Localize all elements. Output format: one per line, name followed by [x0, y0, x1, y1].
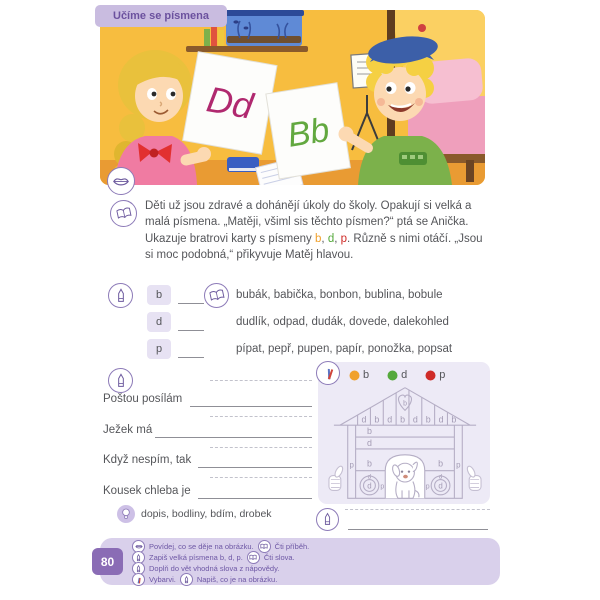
writing-guide-line[interactable] — [210, 374, 312, 381]
footer-instructions — [100, 538, 500, 585]
letter-box-d: d — [147, 312, 171, 332]
legend-label-p: p — [439, 369, 446, 381]
card-dd-letters: Dd — [203, 78, 257, 127]
color-icon — [132, 573, 145, 586]
book-glyph — [207, 287, 225, 303]
read-icon — [204, 283, 229, 308]
sentence-1-blank[interactable] — [190, 390, 312, 407]
legend-dot-b — [349, 370, 360, 381]
instruction-line-1 — [132, 541, 500, 552]
dog-house-drawing[interactable] — [326, 383, 484, 503]
hint-words: dopis, bodliny, bdím, drobek — [141, 508, 272, 520]
word-list-p: pípat, pepř, pupen, papír, ponožka, popsat — [236, 343, 453, 355]
instruction-line-4 — [132, 574, 500, 585]
instruction-text: Doplň do vět vhodná slova z nápovědy. — [149, 564, 280, 573]
thumb-up-right — [466, 465, 481, 490]
page-number: 80 — [92, 548, 123, 575]
svg-text:d: d — [361, 414, 367, 425]
pencil-glyph — [116, 288, 126, 304]
word-list-b: bubák, babička, bonbon, bublina, bobule — [236, 289, 443, 301]
bulb-glyph — [121, 508, 131, 520]
card-bb-letters: Bb — [284, 110, 332, 155]
sentence-3-blank[interactable] — [198, 451, 312, 468]
instruction-text: Vybarvi. — [149, 575, 176, 584]
scene-illustration — [100, 10, 485, 185]
scene-svg — [100, 10, 485, 185]
lips-glyph — [112, 176, 130, 187]
speech-icon — [107, 167, 135, 195]
card-bb — [266, 83, 351, 179]
legend-item-d — [387, 369, 407, 381]
instruction-text: Čti příběh. — [274, 542, 310, 551]
house-plank2-letter: d — [366, 437, 372, 448]
legend-label-b: b — [363, 369, 370, 381]
write-icon — [108, 283, 133, 308]
svg-text:d: d — [387, 414, 393, 425]
sentence-1: Poštou posílám — [103, 393, 183, 405]
girl-hand — [197, 147, 211, 161]
color-legend — [349, 369, 445, 381]
svg-text:d: d — [412, 414, 418, 425]
answer-blank-p[interactable] — [178, 339, 204, 358]
hint-bulb-icon — [117, 505, 135, 523]
svg-text:b: b — [425, 414, 431, 425]
blue-book — [227, 157, 259, 172]
writing-guide-line[interactable] — [210, 441, 312, 448]
write-icon — [180, 573, 193, 586]
house-right-circle-letter: d — [438, 481, 443, 491]
card-dd — [183, 52, 277, 155]
writing-guide-line[interactable] — [345, 503, 490, 510]
sentence-3: Když nespím, tak — [103, 454, 192, 466]
house-plank1-letter: b — [366, 426, 372, 437]
house-heart-letter: b — [403, 400, 407, 408]
writing-guide-line[interactable] — [210, 471, 312, 478]
pencil-glyph — [323, 512, 332, 527]
intro-comma1: , — [321, 232, 328, 245]
instruction-text: Čti slova. — [263, 553, 295, 562]
letter-box-b: b — [147, 285, 171, 305]
color-icon — [316, 361, 340, 385]
write-icon — [316, 508, 339, 531]
thumb-up-left — [329, 465, 344, 490]
intro-paragraph — [145, 198, 489, 263]
intro-letter-b: b — [315, 232, 322, 245]
sentence-2-blank[interactable] — [155, 421, 312, 438]
write-icon — [108, 368, 133, 393]
sentence-4-blank[interactable] — [198, 482, 312, 499]
legend-dot-d — [387, 370, 398, 381]
house-left-outer-letter: p — [349, 460, 354, 470]
house-left-side-letter: p — [380, 483, 385, 491]
instruction-text: Povídej, co se děje na obrázku. — [149, 542, 254, 551]
read-icon — [110, 200, 137, 227]
book-glyph — [114, 205, 132, 221]
dog-house-svg — [326, 383, 484, 503]
aquarium — [224, 10, 304, 46]
answer-blank-d[interactable] — [178, 312, 204, 331]
legend-label-d: d — [401, 369, 408, 381]
house-left-circle-letter: d — [367, 481, 372, 491]
house-left-inner-letter: b — [366, 458, 372, 469]
picture-answer-blank[interactable] — [348, 514, 488, 530]
crayons-glyph — [322, 366, 335, 380]
intro-after: . Různě s nimi otáčí. „Jsou si moc podobná,“ přikyvuje Matěj hlavou. — [145, 232, 483, 261]
sentence-4: Kousek chleba je — [103, 485, 191, 497]
intro-before: Děti už jsou zdravé a dohánějí úkoly do školy. Opakují si velká a malá písmena. „Matěji, všiml sis těchto písmen?“ ptá se Anička. Ukazuje bratrovi karty s písmeny — [145, 200, 472, 245]
intro-letter-p: p — [340, 232, 348, 245]
house-left-small-letter: d — [367, 473, 372, 481]
intro-comma2: , — [334, 232, 341, 245]
boy-hand — [339, 127, 354, 142]
svg-text:b: b — [400, 414, 405, 425]
sentence-2: Ježek má — [103, 424, 153, 436]
section-tab: Učíme se písmena — [95, 5, 227, 27]
svg-text:b: b — [374, 414, 380, 425]
letter-box-p: p — [147, 339, 171, 359]
house-right-small-letter: d — [438, 473, 443, 481]
legend-item-p — [425, 369, 445, 381]
answer-blank-b[interactable] — [178, 285, 204, 304]
instruction-text: Zapiš velká písmena b, d, p. — [149, 553, 243, 562]
intro-letter-d: d — [327, 232, 335, 245]
house-right-side-letter: p — [425, 483, 430, 491]
legend-dot-p — [425, 370, 436, 381]
instruction-text: Napiš, co je na obrázku. — [196, 575, 278, 584]
writing-guide-line[interactable] — [210, 410, 312, 417]
house-right-outer-letter: p — [456, 460, 461, 470]
word-list-d: dudlík, odpad, dudák, dovede, dalekohled — [236, 316, 449, 328]
pencil-glyph — [116, 373, 126, 389]
house-right-inner-letter: b — [438, 458, 444, 469]
legend-item-b — [349, 369, 369, 381]
svg-text:d: d — [438, 414, 444, 425]
instruction-line-2 — [132, 552, 500, 563]
svg-text:b: b — [451, 414, 457, 425]
